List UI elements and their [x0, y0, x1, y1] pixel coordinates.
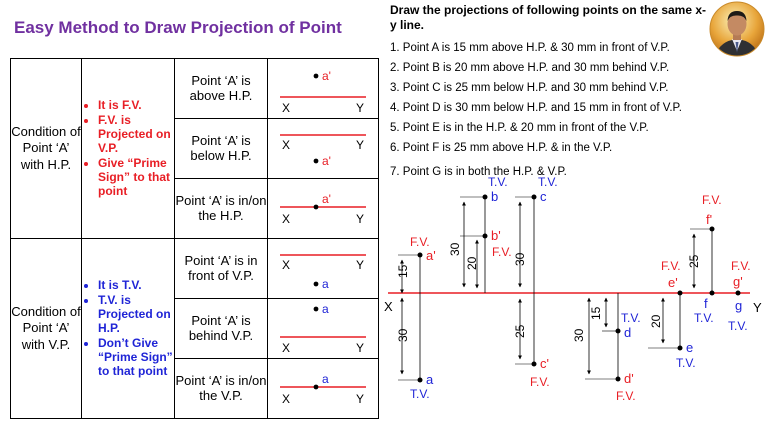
top-view-label: e [686, 340, 694, 355]
above-hp-sketch [268, 59, 378, 118]
front-of-vp-sketch [268, 239, 378, 298]
top-view-label: g [735, 298, 743, 313]
point-dot [314, 385, 319, 390]
point-dot [314, 282, 319, 287]
point-dot [678, 291, 683, 296]
question-item: 1. Point A is 15 mm above H.P. & 30 mm in front of V.P. [390, 42, 670, 54]
vp-case-label: Point ‘A’ is in/on the V.P. [175, 359, 268, 419]
x-label: X [282, 138, 291, 152]
question-item: 5. Point E is in the H.P. & 20 mm in front of the V.P. [390, 122, 649, 134]
fv-label: F.V. [731, 259, 751, 273]
point-label: a [322, 277, 329, 291]
question-item: 4. Point D is 30 mm below H.P. and 15 mm in front of V.P. [390, 102, 682, 114]
point-dot [532, 195, 537, 200]
vp-notes [82, 239, 175, 419]
dimension-label: 30 [396, 328, 410, 342]
solution-diagram [380, 172, 765, 430]
point-dot [418, 378, 423, 383]
point-dot [616, 377, 621, 382]
hp-case-label: Point ‘A’ is in/on the H.P. [175, 179, 268, 239]
y-label: Y [356, 212, 365, 226]
point-label: a [322, 372, 329, 386]
fv-label: F.V. [661, 259, 681, 273]
question-item: 2. Point B is 20 mm above H.P. and 30 mm behind V.P. [390, 62, 670, 74]
hp-case-figure [268, 179, 379, 239]
front-view-label: a' [426, 248, 436, 263]
dimension-label: 15 [396, 264, 410, 278]
x-label: X [282, 258, 291, 272]
hp-note: • It is F.V. [98, 98, 174, 112]
tv-label: T.V. [676, 356, 696, 370]
front-view-label: c' [540, 356, 549, 371]
y-label: Y [356, 341, 365, 355]
y-label: Y [356, 138, 365, 152]
question-item: 3. Point C is 25 mm below H.P. and 30 mm behind V.P. [390, 82, 669, 94]
below-hp-sketch [268, 119, 378, 178]
table-row [11, 59, 379, 119]
top-view-label: d [624, 325, 632, 340]
x-label: X [282, 101, 291, 115]
tv-label: T.V. [538, 175, 558, 189]
dimension-label: 25 [513, 324, 527, 338]
vp-case-figure [268, 239, 379, 299]
dimension-label: 20 [649, 314, 663, 328]
dimension-label: 30 [448, 242, 462, 256]
hp-case-figure [268, 119, 379, 179]
dimension-label: 15 [589, 306, 603, 320]
hp-note: • F.V. is Projected on V.P. [98, 113, 174, 156]
hp-note: • Give “Prime Sign” to that point [98, 156, 174, 199]
point-dot [616, 329, 621, 334]
fv-label: F.V. [492, 245, 512, 259]
tv-label: T.V. [694, 311, 714, 325]
dimension-label: 30 [513, 252, 527, 266]
point-label: a [322, 302, 329, 316]
point-label: a' [322, 192, 331, 206]
point-dot [418, 253, 423, 258]
fv-label: F.V. [410, 235, 430, 249]
page-title: Easy Method to Draw Projection of Point [14, 18, 342, 37]
front-view-label: e' [668, 275, 678, 290]
point-dot [710, 227, 715, 232]
top-view-label: c [540, 189, 547, 204]
question-item: 6. Point F is 25 mm above H.P. & in the V.P. [390, 142, 613, 154]
front-view-label: b' [491, 228, 501, 243]
fv-label: F.V. [616, 389, 636, 403]
front-view-label: f' [706, 212, 713, 227]
point-dot [314, 205, 319, 210]
point-dot [678, 346, 683, 351]
fv-label: F.V. [702, 193, 722, 207]
dimension-label: 25 [687, 254, 701, 268]
point-dot [736, 291, 741, 296]
fv-label: F.V. [530, 375, 550, 389]
top-view-label: f [704, 296, 708, 311]
vp-condition-label: Condition of Point ‘A’ with V.P. [11, 239, 82, 419]
behind-vp-sketch [268, 299, 378, 358]
x-label: X [282, 341, 291, 355]
hp-notes [82, 59, 175, 239]
tv-label: T.V. [410, 387, 430, 401]
vp-case-label: Point ‘A’ is in front of V.P. [175, 239, 268, 299]
dimension-label: 30 [572, 328, 586, 342]
hp-condition-label: Condition of Point ‘A’ with H.P. [11, 59, 82, 239]
presenter-avatar [709, 1, 765, 57]
vp-case-figure [268, 299, 379, 359]
question-list [390, 38, 720, 182]
question-heading: Draw the projections of following points on the same x-y line. [390, 3, 707, 32]
front-view-label: d' [624, 371, 634, 386]
vp-case-figure [268, 359, 379, 419]
y-label: Y [356, 392, 365, 406]
hp-case-label: Point ‘A’ is above H.P. [175, 59, 268, 119]
point-label: a' [322, 69, 331, 83]
front-view-label: g' [733, 274, 743, 289]
table-row [11, 239, 379, 299]
y-label: Y [753, 300, 762, 315]
y-label: Y [356, 258, 365, 272]
question-item: 7. Point G is in both the H.P. & V.P. [390, 166, 567, 178]
point-dot [710, 291, 715, 296]
y-label: Y [356, 101, 365, 115]
tv-label: T.V. [728, 319, 748, 333]
point-dot [483, 195, 488, 200]
hp-case-figure [268, 59, 379, 119]
conditions-table [10, 58, 379, 419]
point-dot [314, 307, 319, 312]
on-vp-sketch [268, 359, 378, 418]
top-view-label: a [426, 372, 434, 387]
point-dot [314, 159, 319, 164]
dimension-label: 20 [465, 256, 479, 270]
point-dot [483, 234, 488, 239]
point-label: a' [322, 154, 331, 168]
vp-note: • Don’t Give “Prime Sign” to that point [98, 336, 174, 379]
vp-note: • It is T.V. [98, 278, 174, 292]
tv-label: T.V. [621, 311, 641, 325]
on-hp-sketch [268, 179, 378, 238]
point-dot [314, 74, 319, 79]
x-label: X [282, 392, 291, 406]
hp-case-label: Point ‘A’ is below H.P. [175, 119, 268, 179]
vp-case-label: Point ‘A’ is behind V.P. [175, 299, 268, 359]
tv-label: T.V. [488, 175, 508, 189]
x-label: X [282, 212, 291, 226]
top-view-label: b [491, 189, 499, 204]
vp-note: • T.V. is Projected on H.P. [98, 293, 174, 336]
x-label: X [384, 299, 393, 314]
point-dot [532, 362, 537, 367]
